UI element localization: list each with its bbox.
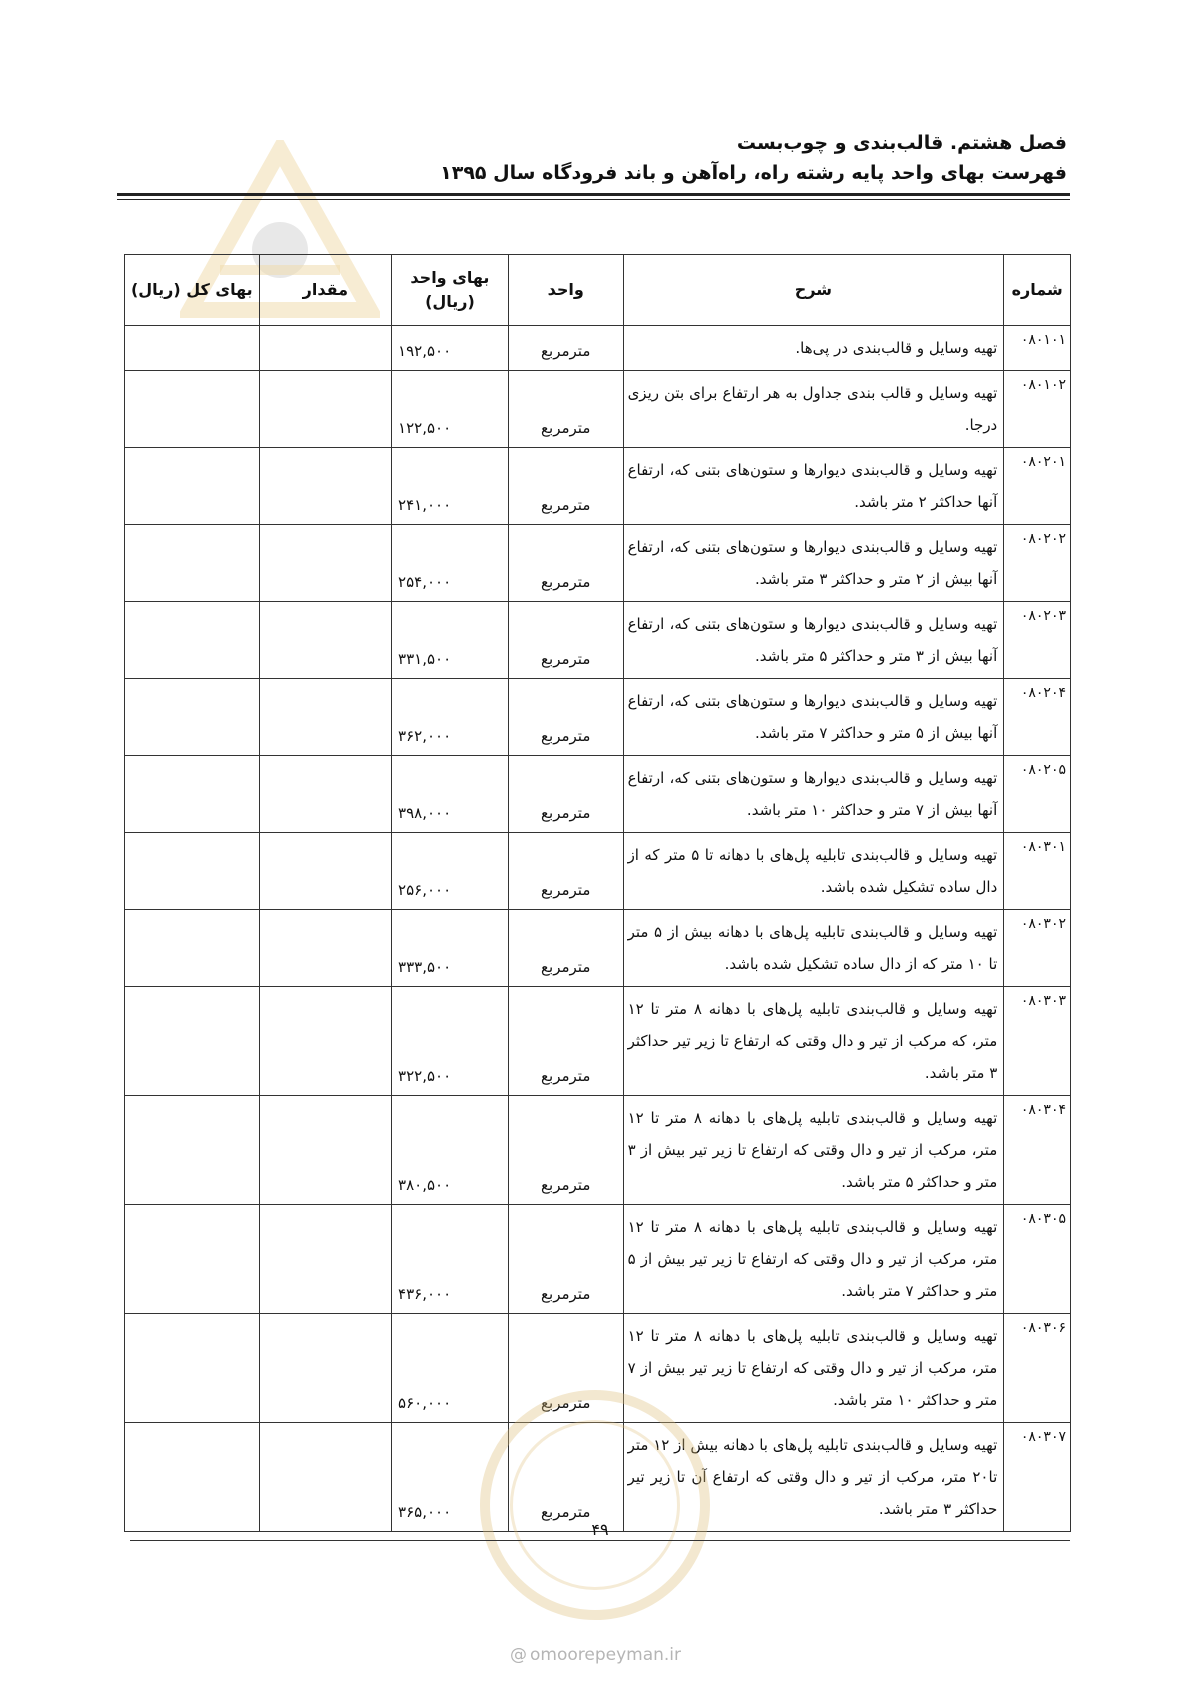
row-total-price: [125, 1205, 260, 1314]
table-row: [125, 1205, 1071, 1314]
table-row: [125, 602, 1071, 679]
row-unit-price: ۳۹۸,۰۰۰: [392, 756, 509, 833]
col-header-desc: شرح: [623, 255, 1004, 326]
row-description: تهیه وسایل و قالب‌بندی تابلیه پل‌های با دهانه ۸ متر تا ۱۲ متر، مرکب از تیر و دال وقتی که ارتفاع تا زیر تیر بیش از ۵ متر و حداکثر ۷ متر باشد.: [623, 1205, 1004, 1314]
row-unit: مترمربع: [508, 1205, 623, 1314]
price-table: [124, 254, 1071, 1532]
row-description: تهیه وسایل و قالب‌بندی در پی‌ها.: [623, 326, 1004, 371]
table-row: [125, 326, 1071, 371]
row-quantity: [259, 448, 391, 525]
row-unit: مترمربع: [508, 525, 623, 602]
row-quantity: [259, 910, 391, 987]
row-total-price: [125, 448, 260, 525]
row-unit: مترمربع: [508, 756, 623, 833]
page-header: [117, 128, 1067, 188]
row-description: تهیه وسایل و قالب‌بندی دیوارها و ستون‌های بتنی که، ارتفاع آنها بیش از ۳ متر و حداکثر ۵ متر باشد.: [623, 602, 1004, 679]
row-total-price: [125, 326, 260, 371]
table-header-row: [125, 255, 1071, 326]
row-description: تهیه وسایل و قالب‌بندی تابلیه پل‌های با دهانه ۸ متر تا ۱۲ متر، مرکب از تیر و دال وقتی که ارتفاع تا زیر تیر بیش از ۳ متر و حداکثر ۵ متر باشد.: [623, 1096, 1004, 1205]
row-description: تهیه وسایل و قالب‌بندی تابلیه پل‌های با دهانه بیش از ۵ متر تا ۱۰ متر که از دال ساده تشکیل شده باشد.: [623, 910, 1004, 987]
table-row: [125, 1096, 1071, 1205]
row-description: تهیه وسایل و قالب‌بندی تابلیه پل‌های با دهانه تا ۵ متر که از دال ساده تشکیل شده باشد.: [623, 833, 1004, 910]
table-row: [125, 525, 1071, 602]
row-quantity: [259, 1423, 391, 1532]
table-row: [125, 448, 1071, 525]
table-row: [125, 756, 1071, 833]
header-rule-thin: [117, 199, 1070, 200]
row-total-price: [125, 525, 260, 602]
row-unit: مترمربع: [508, 679, 623, 756]
row-description: تهیه وسایل و قالب‌بندی تابلیه پل‌های با دهانه بیش از ۱۲ متر تا۲۰ متر، مرکب از تیر و دال وقتی که ارتفاع آن تا زیر تیر حداکثر ۳ متر باشد.: [623, 1423, 1004, 1532]
row-quantity: [259, 1205, 391, 1314]
row-code: ۰۸۰۲۰۱: [1004, 448, 1071, 525]
row-quantity: [259, 525, 391, 602]
row-total-price: [125, 1423, 260, 1532]
row-unit-price: ۲۵۴,۰۰۰: [392, 525, 509, 602]
website-text: omoorepeyman.ir: [529, 1645, 682, 1665]
page-number: ۴۹: [591, 1520, 609, 1539]
row-quantity: [259, 602, 391, 679]
row-unit-price: ۴۳۶,۰۰۰: [392, 1205, 509, 1314]
row-code: ۰۸۰۳۰۶: [1004, 1314, 1071, 1423]
row-unit-price: ۲۵۶,۰۰۰: [392, 833, 509, 910]
row-unit-price: ۱۲۲,۵۰۰: [392, 371, 509, 448]
row-total-price: [125, 1314, 260, 1423]
row-code: ۰۸۰۳۰۲: [1004, 910, 1071, 987]
row-unit: مترمربع: [508, 910, 623, 987]
row-unit: مترمربع: [508, 326, 623, 371]
row-quantity: [259, 1314, 391, 1423]
row-unit: مترمربع: [508, 1314, 623, 1423]
row-total-price: [125, 756, 260, 833]
seal-inner-ring: [510, 1420, 680, 1590]
row-description: تهیه وسایل و قالب‌بندی دیوارها و ستون‌های بتنی که، ارتفاع آنها بیش از ۲ متر و حداکثر ۳ متر باشد.: [623, 525, 1004, 602]
row-code: ۰۸۰۱۰۱: [1004, 326, 1071, 371]
row-description: تهیه وسایل و قالب‌بندی دیوارها و ستون‌های بتنی که، ارتفاع آنها بیش از ۷ متر و حداکثر ۱۰ متر باشد.: [623, 756, 1004, 833]
row-total-price: [125, 833, 260, 910]
row-unit: مترمربع: [508, 833, 623, 910]
col-header-unit-price: [392, 255, 509, 326]
row-unit-price: ۳۸۰,۵۰۰: [392, 1096, 509, 1205]
row-description: تهیه وسایل و قالب‌بندی تابلیه پل‌های با دهانه ۸ متر تا ۱۲ متر، مرکب از تیر و دال وقتی که ارتفاع تا زیر تیر بیش از ۷ متر و حداکثر ۱۰ متر باشد.: [623, 1314, 1004, 1423]
row-unit: مترمربع: [508, 448, 623, 525]
row-code: ۰۸۰۳۰۴: [1004, 1096, 1071, 1205]
row-code: ۰۸۰۲۰۴: [1004, 679, 1071, 756]
row-code: ۰۸۰۳۰۵: [1004, 1205, 1071, 1314]
row-unit-price: ۵۶۰,۰۰۰: [392, 1314, 509, 1423]
row-total-price: [125, 679, 260, 756]
row-code: ۰۸۰۱۰۲: [1004, 371, 1071, 448]
table-row: [125, 679, 1071, 756]
row-unit-price: ۳۲۲,۵۰۰: [392, 987, 509, 1096]
row-unit: مترمربع: [508, 987, 623, 1096]
row-unit: مترمربع: [508, 602, 623, 679]
unit-price-label: بهای واحد: [410, 268, 490, 287]
row-quantity: [259, 833, 391, 910]
row-unit-price: ۳۶۲,۰۰۰: [392, 679, 509, 756]
col-header-code: شماره: [1004, 255, 1071, 326]
row-total-price: [125, 602, 260, 679]
row-code: ۰۸۰۳۰۳: [1004, 987, 1071, 1096]
row-code: ۰۸۰۲۰۳: [1004, 602, 1071, 679]
website-watermark: [0, 1645, 1191, 1665]
row-code: ۰۸۰۳۰۱: [1004, 833, 1071, 910]
col-header-unit: واحد: [508, 255, 623, 326]
row-quantity: [259, 987, 391, 1096]
row-total-price: [125, 371, 260, 448]
row-description: تهیه وسایل و قالب‌بندی تابلیه پل‌های با دهانه ۸ متر تا ۱۲ متر، که مرکب از تیر و دال وقتی که ارتفاع تا زیر تیر حداکثر ۳ متر باشد.: [623, 987, 1004, 1096]
footer-rule: [130, 1540, 1070, 1541]
table-row: [125, 910, 1071, 987]
at-icon: @: [509, 1645, 527, 1665]
row-code: ۰۸۰۲۰۵: [1004, 756, 1071, 833]
table-row: [125, 371, 1071, 448]
row-unit-price: ۱۹۲,۵۰۰: [392, 326, 509, 371]
list-title: فهرست بهای واحد پایه رشته راه، راه‌آهن و باند فرودگاه سال ۱۳۹۵: [440, 162, 1067, 184]
row-unit-price: ۳۳۱,۵۰۰: [392, 602, 509, 679]
row-unit: مترمربع: [508, 1096, 623, 1205]
row-unit-price: ۳۶۵,۰۰۰: [392, 1423, 509, 1532]
col-header-qty: مقدار: [259, 255, 391, 326]
row-total-price: [125, 1096, 260, 1205]
row-description: تهیه وسایل و قالب‌بندی دیوارها و ستون‌های بتنی که، ارتفاع آنها بیش از ۵ متر و حداکثر ۷ متر باشد.: [623, 679, 1004, 756]
row-unit: مترمربع: [508, 371, 623, 448]
col-header-total: بهای کل (ریال): [125, 255, 260, 326]
row-unit: مترمربع: [508, 1423, 623, 1532]
row-code: ۰۸۰۲۰۲: [1004, 525, 1071, 602]
row-quantity: [259, 679, 391, 756]
chapter-title: فصل هشتم. قالب‌بندی و چوب‌بست: [736, 132, 1067, 154]
row-total-price: [125, 987, 260, 1096]
row-quantity: [259, 756, 391, 833]
row-total-price: [125, 910, 260, 987]
table-row: [125, 833, 1071, 910]
row-quantity: [259, 326, 391, 371]
row-unit-price: ۲۴۱,۰۰۰: [392, 448, 509, 525]
table-row: [125, 987, 1071, 1096]
row-description: تهیه وسایل و قالب‌بندی دیوارها و ستون‌های بتنی که، ارتفاع آنها حداکثر ۲ متر باشد.: [623, 448, 1004, 525]
row-unit-price: ۳۳۳,۵۰۰: [392, 910, 509, 987]
row-code: ۰۸۰۳۰۷: [1004, 1423, 1071, 1532]
row-quantity: [259, 1096, 391, 1205]
unit-price-currency: (ریال): [425, 292, 475, 311]
header-rule-thick: [117, 193, 1070, 196]
row-quantity: [259, 371, 391, 448]
row-description: تهیه وسایل و قالب بندی جداول به هر ارتفاع برای بتن ریزی درجا.: [623, 371, 1004, 448]
